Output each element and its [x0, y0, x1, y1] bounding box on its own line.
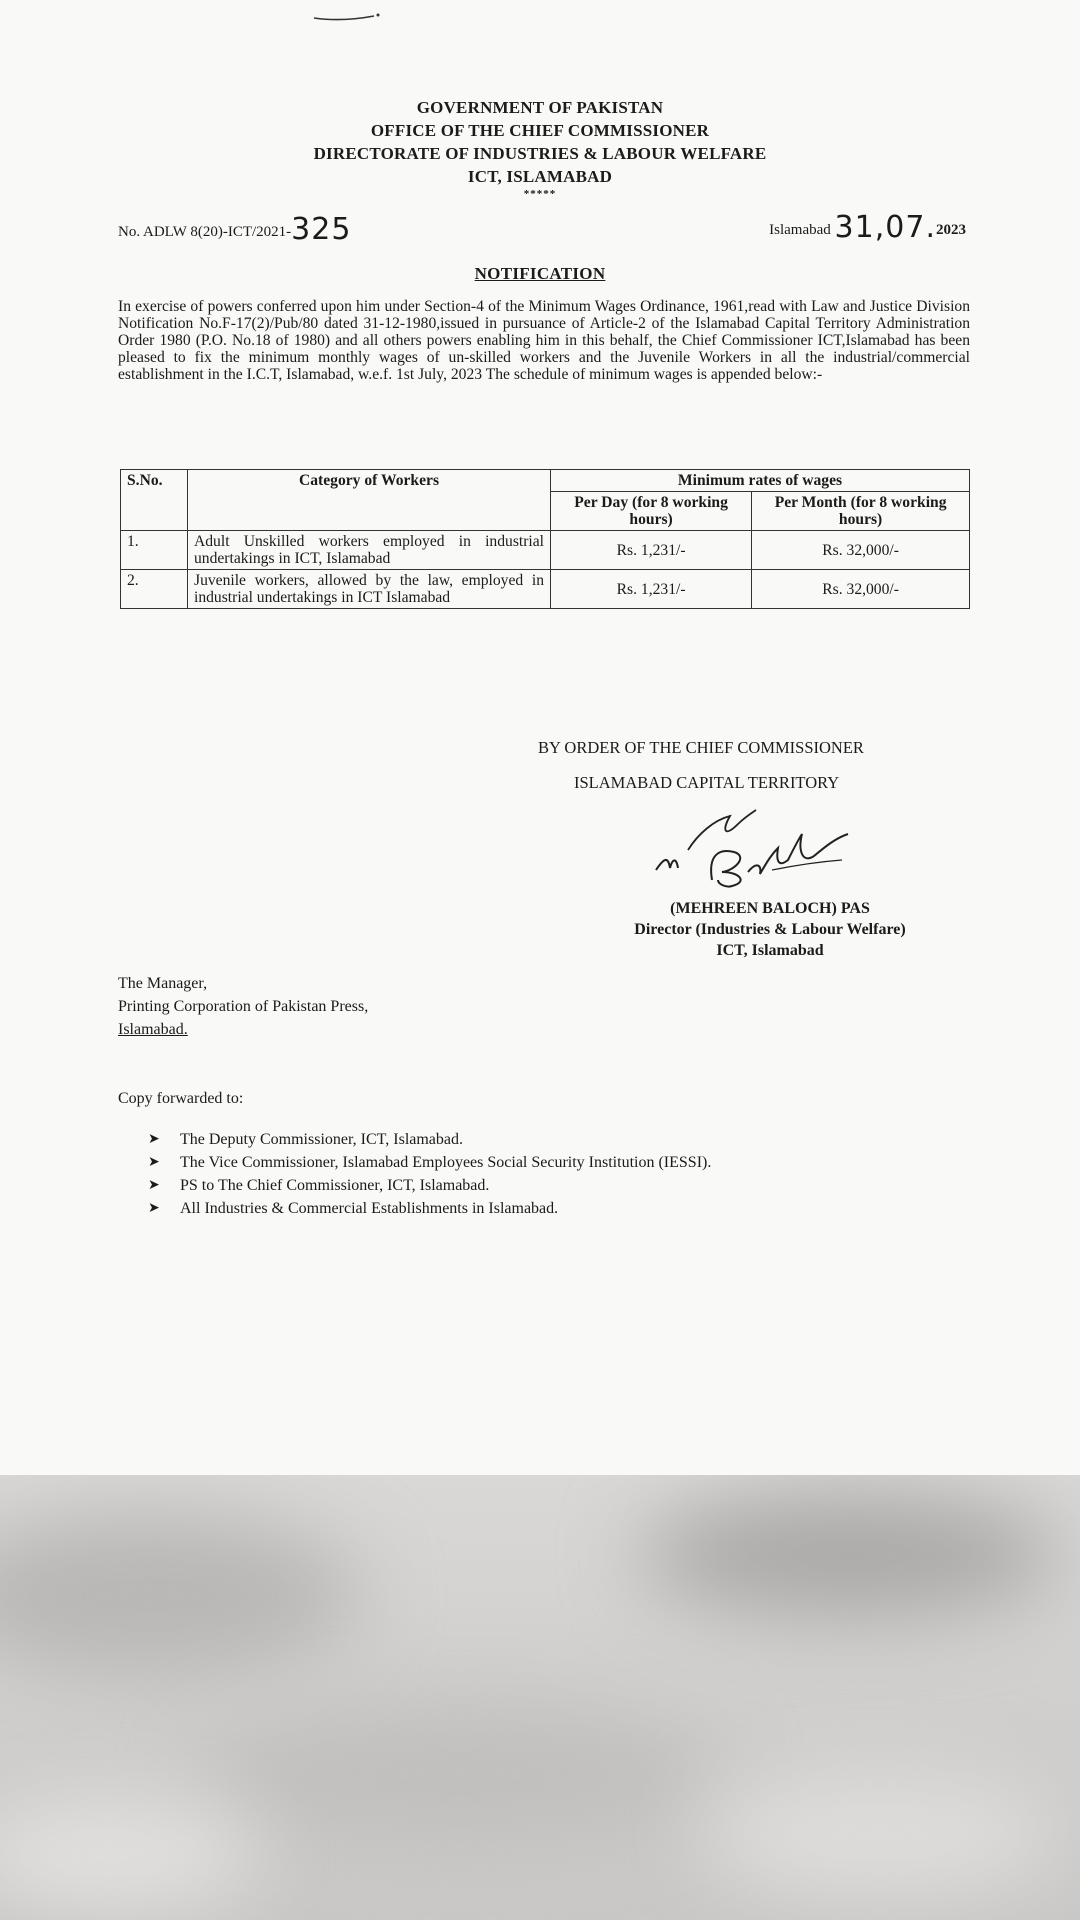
letterhead-government: GOVERNMENT OF PAKISTAN — [416, 98, 664, 117]
reference-number — [118, 212, 351, 247]
addressee-line-3: Islamabad. — [118, 1021, 188, 1038]
reference-handwritten-number: 325 — [291, 212, 352, 247]
header-minimum-rates: Minimum rates of wages — [551, 470, 970, 492]
copy-forwarded-label: Copy forwarded to: — [118, 1090, 244, 1107]
reference-prefix: No. ADLW 8(20)-ICT/2021- — [118, 224, 292, 240]
signatory-location: ICT, Islamabad — [716, 942, 824, 959]
header-per-month: Per Month (for 8 working hours) — [752, 492, 970, 531]
issue-date: Islamabad 31,07.2023 — [769, 210, 966, 245]
addressee-line-1: The Manager, — [118, 975, 208, 992]
letterhead-directorate: DIRECTORATE OF INDUSTRIES & LABOUR WELFARE — [313, 144, 767, 163]
order-line-2: ISLAMABAD CAPITAL TERRITORY — [574, 773, 840, 792]
row-sno: 1. — [121, 531, 188, 570]
letterhead-office: OFFICE OF THE CHIEF COMMISSIONER — [370, 121, 710, 140]
signatory-block — [590, 898, 950, 961]
row-per-day: Rs. 1,231/- — [551, 531, 752, 570]
signatory-designation: Director (Industries & Labour Welfare) — [634, 921, 906, 938]
date-month: 07 — [885, 210, 926, 245]
arrowhead-bullet-icon: ➤ — [148, 1131, 160, 1147]
row-per-month: Rs. 32,000/- — [752, 531, 970, 570]
letterhead-location: ICT, ISLAMABAD — [467, 167, 613, 186]
notification-body: In exercise of powers conferred upon him under Section-4 of the Minimum Wages Ordinance, 1961,read with Law and Justice Division Notification No.F-17(2)/Pub/80 dated 31-12-1980,issued in pursuance of Article-2 of the Islamabad Capital Territory Administration Order 1980 (P.O. No.18 of 1980) and all others powers enabling him in this behalf, the Chief Commissioner ICT,Islamabad has been pleased to fix the minimum monthly wages of un-skilled workers and the Juvenile Workers in all the industrial/commercial establishment in the I.C.T, Islamabad, w.e.f. 1st July, 2023 The schedule of minimum wages is appended below:- — [118, 298, 970, 383]
list-item: ➤ All Industries & Commercial Establishments in Islamabad. — [148, 1197, 711, 1220]
header-per-day: Per Day (for 8 working hours) — [551, 492, 752, 531]
list-item: ➤ The Deputy Commissioner, ICT, Islamabad. — [148, 1128, 711, 1151]
date-year: 2023 — [936, 222, 966, 238]
arrowhead-bullet-icon: ➤ — [148, 1154, 160, 1170]
row-category: Juvenile workers, allowed by the law, employed in industrial undertakings in ICT Islamabad — [188, 570, 551, 609]
addressee-block — [118, 972, 368, 1041]
arrowhead-bullet-icon: ➤ — [148, 1200, 160, 1216]
row-category: Adult Unskilled workers employed in industrial undertakings in ICT, Islamabad — [188, 531, 551, 570]
copy-forwarded-list — [148, 1128, 711, 1220]
date-day: 31 — [834, 210, 875, 245]
table-row — [121, 570, 970, 609]
blurred-background — [0, 1475, 1080, 1920]
arrowhead-bullet-icon: ➤ — [148, 1177, 160, 1193]
date-place: Islamabad — [769, 222, 831, 238]
header-category: Category of Workers — [188, 470, 551, 531]
header-sno: S.No. — [121, 470, 188, 531]
notification-title: NOTIFICATION — [474, 264, 606, 283]
minimum-wages-table — [120, 469, 970, 609]
row-per-day: Rs. 1,231/- — [551, 570, 752, 609]
row-per-month: Rs. 32,000/- — [752, 570, 970, 609]
list-item: ➤ The Vice Commissioner, Islamabad Employees Social Security Institution (IESSI). — [148, 1151, 711, 1174]
pen-mark — [312, 10, 382, 24]
table-row — [121, 531, 970, 570]
list-item: ➤ PS to The Chief Commissioner, ICT, Islamabad. — [148, 1174, 711, 1197]
addressee-line-2: Printing Corporation of Pakistan Press, — [118, 998, 369, 1015]
signatory-name: (MEHREEN BALOCH) PAS — [670, 900, 870, 917]
order-line-1: BY ORDER OF THE CHIEF COMMISSIONER — [538, 738, 864, 757]
letterhead-stars: ***** — [523, 188, 557, 200]
row-sno: 2. — [121, 570, 188, 609]
signature-image — [652, 790, 862, 890]
letterhead — [0, 96, 1080, 200]
